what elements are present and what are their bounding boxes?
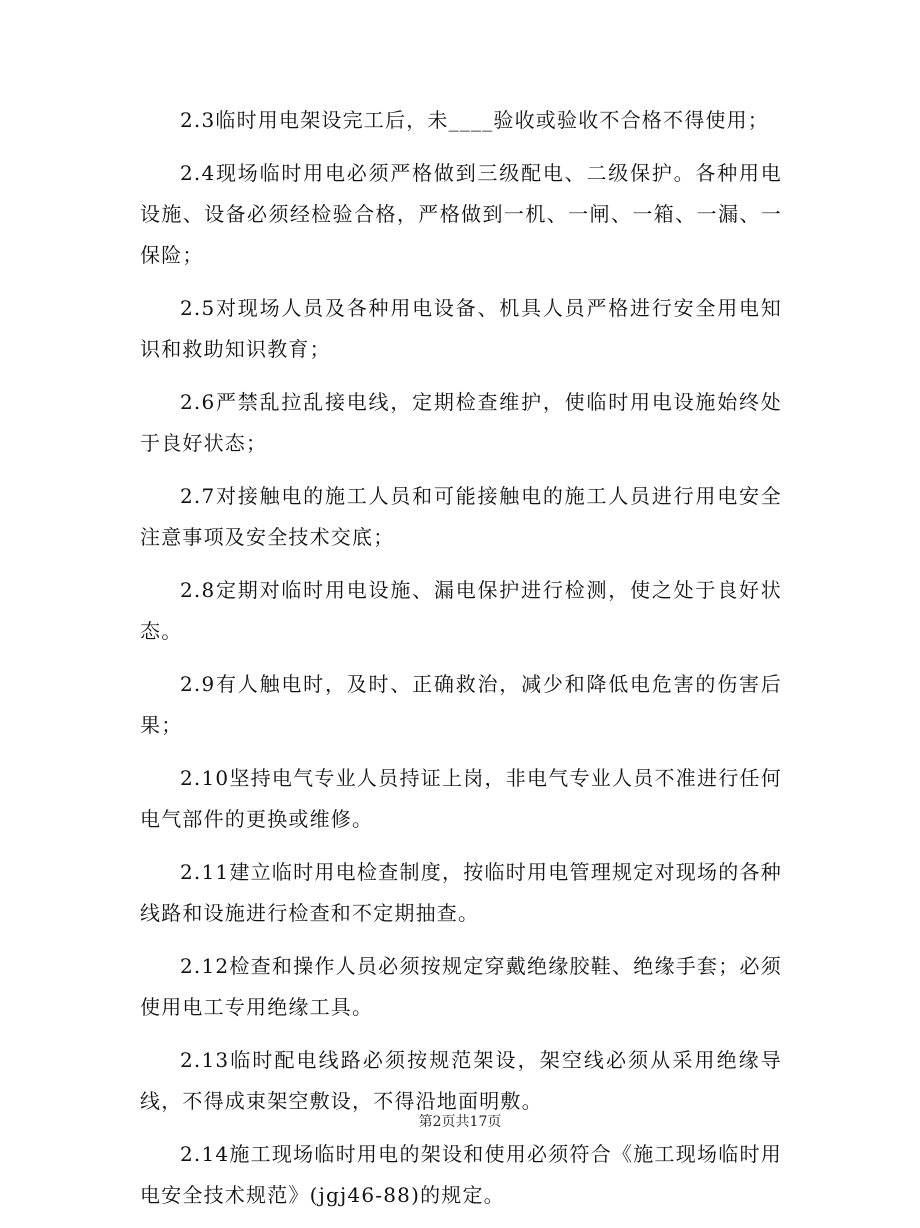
page-number-footer: 第2页共17页: [418, 1114, 502, 1130]
paragraph-2-10: 2.10坚持电气专业人员持证上岗，非电气专业人员不准进行任何电气部件的更换或维修。: [140, 766, 782, 831]
paragraph-2-13: 2.13临时配电线路必须按规范架设，架空线必须从采用绝缘导线，不得成束架空敷设，不得沿地面明敷。: [140, 1048, 782, 1113]
paragraph-2-7: 2.7对接触电的施工人员和可能接触电的施工人员进行用电安全注意事项及安全技术交底；: [140, 484, 782, 549]
paragraph-2-12: 2.12检查和操作人员必须按规定穿戴绝缘胶鞋、绝缘手套；必须使用电工专用绝缘工具。: [140, 954, 782, 1019]
paragraph-2-14: 2.14施工现场临时用电的架设和使用必须符合《施工现场临时用电安全技术规范》(jgj46-88)的规定。: [140, 1142, 782, 1207]
paragraph-2-8: 2.8定期对临时用电设施、漏电保护进行检测，使之处于良好状态。: [140, 578, 782, 643]
paragraph-2-11: 2.11建立临时用电检查制度，按临时用电管理规定对现场的各种线路和设施进行检查和不定期抽查。: [140, 860, 782, 925]
paragraph-2-5: 2.5对现场人员及各种用电设备、机具人员严格进行安全用电知识和救助知识教育；: [140, 296, 782, 361]
paragraph-2-3: 2.3临时用电架设完工后，未____验收或验收不合格不得使用；: [180, 108, 770, 132]
paragraph-2-4: 2.4现场临时用电必须严格做到三级配电、二级保护。各种用电设施、设备必须经检验合格，严格做到一机、一闸、一箱、一漏、一保险；: [140, 161, 782, 267]
paragraph-2-9: 2.9有人触电时，及时、正确救治，减少和降低电危害的伤害后果；: [140, 672, 782, 737]
paragraph-2-6: 2.6严禁乱拉乱接电线，定期检查维护，使临时用电设施始终处于良好状态；: [140, 390, 782, 455]
document-body: [140, 100, 782, 1228]
